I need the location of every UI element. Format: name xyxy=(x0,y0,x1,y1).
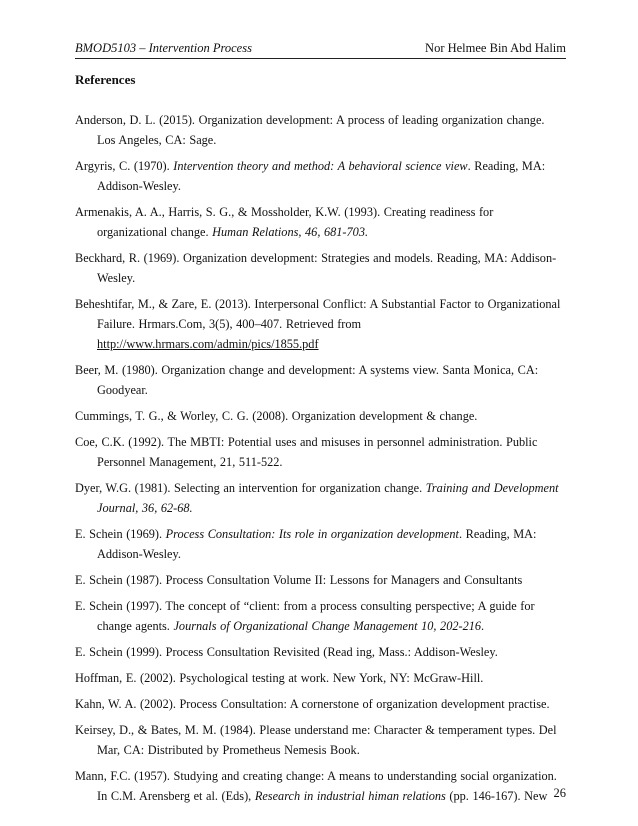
reference-text: Hoffman, E. (2002). Psychological testing at work. New York, NY: McGraw-Hill. xyxy=(75,671,484,685)
reference-entry xyxy=(75,642,566,662)
reference-italic-text: Human Relations, 46, 681-703. xyxy=(212,225,369,239)
reference-italic-text: Intervention theory and method: A behavioral science view xyxy=(173,159,468,173)
reference-text: Beckhard, R. (1969). Organization development: Strategies and models. Reading, MA: Addison-Wesley. xyxy=(75,251,557,285)
reference-entry xyxy=(75,668,566,688)
reference-entry xyxy=(75,202,566,242)
reference-text: E. Schein (1987). Process Consultation Volume II: Lessons for Managers and Consultants xyxy=(75,573,523,587)
reference-italic-text: Training and Development Journal, 36, 62-68. xyxy=(97,481,559,515)
reference-text: . Reading, MA: Addison-Wesley. xyxy=(97,159,546,193)
reference-text: (pp. 146-167). New xyxy=(445,789,548,803)
references-heading: References xyxy=(75,72,136,87)
reference-text: E. Schein (1969). xyxy=(75,527,166,541)
reference-text: . xyxy=(481,619,485,633)
reference-entry xyxy=(75,766,566,806)
reference-text: Beheshtifar, M., & Zare, E. (2013). Interpersonal Conflict: A Substantial Factor to Organizational Failure. Hrmars.Com, 3(5), 400–407. Retrieved from xyxy=(75,297,561,331)
reference-italic-text: Journals of Organizational Change Management 10, 202-216 xyxy=(173,619,482,633)
reference-entry xyxy=(75,478,566,518)
reference-italic-text: Research in industrial himan relations xyxy=(254,789,446,803)
reference-text: Anderson, D. L. (2015). Organization development: A process of leading organization change. Los Angeles, CA: Sage. xyxy=(75,113,545,147)
reference-entry xyxy=(75,596,566,636)
reference-entry xyxy=(75,524,566,564)
reference-text: Armenakis, A. A., Harris, S. G., & Mossholder, K.W. (1993). Creating readiness for organizational change. xyxy=(75,205,494,239)
reference-text: Cummings, T. G., & Worley, C. G. (2008). Organization development & change. xyxy=(75,409,478,423)
reference-italic-text: Process Consultation: Its role in organization development xyxy=(165,527,459,541)
header-divider xyxy=(75,58,566,59)
reference-text: . Reading, MA: Addison-Wesley. xyxy=(97,527,537,561)
reference-link[interactable]: http://www.hrmars.com/admin/pics/1855.pdf xyxy=(97,337,319,351)
reference-entry xyxy=(75,406,566,426)
reference-text: Coe, C.K. (1992). The MBTI: Potential uses and misuses in personnel administration. Public Personnel Management, 21, 511-522. xyxy=(75,435,538,469)
reference-text: Kahn, W. A. (2002). Process Consultation: A cornerstone of organization development practise. xyxy=(75,697,550,711)
reference-entry xyxy=(75,570,566,590)
reference-text: Beer, M. (1980). Organization change and development: A systems view. Santa Monica, CA: Goodyear. xyxy=(75,363,539,397)
reference-entry xyxy=(75,110,566,150)
reference-text: Keirsey, D., & Bates, M. M. (1984). Please understand me: Character & temperament types. Del Mar, CA: Distributed by Prometheus Nemesis Book. xyxy=(75,723,557,757)
course-title: BMOD5103 – Intervention Process xyxy=(75,41,252,55)
reference-entry xyxy=(75,156,566,196)
author-name: Nor Helmee Bin Abd Halim xyxy=(425,41,566,55)
reference-text: Dyer, W.G. (1981). Selecting an intervention for organization change. xyxy=(75,481,426,495)
reference-entry xyxy=(75,694,566,714)
reference-entry xyxy=(75,294,566,354)
reference-text: E. Schein (1997). The concept of “client: from a process consulting perspective; A guide for change agents. xyxy=(75,599,535,633)
reference-text: E. Schein (1999). Process Consultation Revisited (Read ing, Mass.: Addison-Wesley. xyxy=(75,645,498,659)
reference-entry xyxy=(75,248,566,288)
reference-entry xyxy=(75,432,566,472)
reference-entry xyxy=(75,720,566,760)
reference-list xyxy=(75,110,566,812)
page-header xyxy=(75,38,566,58)
reference-text: Argyris, C. (1970). xyxy=(75,159,174,173)
reference-text: Mann, F.C. (1957). Studying and creating change: A means to understanding social organization. In C.M. Arensberg et al. (Eds), xyxy=(75,769,557,803)
reference-entry xyxy=(75,360,566,400)
page-number: 26 xyxy=(553,786,566,800)
